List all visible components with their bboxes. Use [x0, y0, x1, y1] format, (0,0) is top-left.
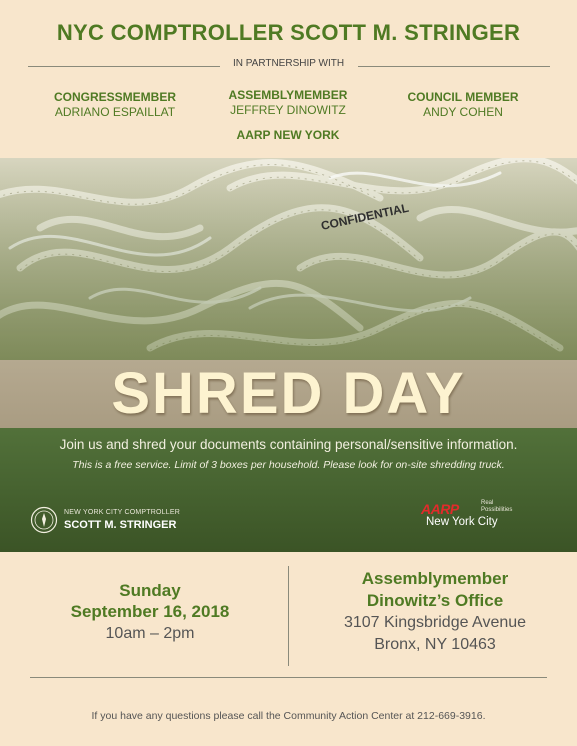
aarp-logo: AARP [421, 501, 459, 517]
venue-line-1: Assemblymember [361, 569, 509, 588]
venue-street: 3107 Kingsbridge Avenue [343, 614, 527, 631]
sponsor-congressmember [30, 90, 200, 120]
sponsor-role: COUNCIL MEMBER [407, 90, 519, 104]
event-day: Sunday [119, 581, 181, 600]
sponsor-aarp [203, 128, 373, 143]
venue-city: Bronx, NY 10463 [374, 636, 496, 653]
vertical-divider [288, 566, 289, 666]
divider-right [358, 66, 550, 67]
venue-line-2: Dinowitz’s Office [366, 591, 504, 610]
contact-info: If you have any questions please call the Community Action Center at 212-669-3916. [91, 710, 486, 722]
sponsor-name: ANDY COHEN [423, 105, 503, 119]
footer-divider [30, 677, 547, 678]
event-time: 10am – 2pm [105, 625, 195, 642]
sponsor-role: AARP NEW YORK [236, 128, 340, 142]
event-title: SHRED DAY [111, 361, 466, 426]
sponsor-name: ADRIANO ESPAILLAT [54, 105, 176, 119]
event-description: Join us and shred your documents containing personal/sensitive information. [59, 437, 518, 452]
comptroller-name-label: SCOTT M. STRINGER [64, 519, 177, 531]
shredded-paper-photo [0, 158, 577, 360]
event-note: This is a free service. Limit of 3 boxes per household. Please look for on-site shredding truck. [72, 459, 505, 471]
comptroller-seal-icon [30, 506, 58, 534]
partnership-label: IN PARTNERSHIP WITH [232, 58, 345, 69]
sponsor-council-member [378, 90, 548, 120]
event-where [300, 568, 570, 656]
sponsor-assemblymember [203, 88, 373, 118]
aarp-city-label: New York City [426, 516, 498, 528]
comptroller-office-label: NEW YORK CITY COMPTROLLER [64, 509, 180, 516]
page-title: NYC COMPTROLLER SCOTT M. STRINGER [56, 20, 521, 45]
event-when [30, 580, 270, 645]
confidential-stamp: CONFIDENTIAL [319, 200, 410, 233]
sponsor-role: ASSEMBLYMEMBER [228, 88, 348, 102]
aarp-tagline: Real Possibilities [481, 500, 513, 513]
sponsor-name: JEFFREY DINOWITZ [230, 103, 346, 117]
event-date: September 16, 2018 [70, 602, 230, 621]
sponsor-role: CONGRESSMEMBER [53, 90, 176, 104]
